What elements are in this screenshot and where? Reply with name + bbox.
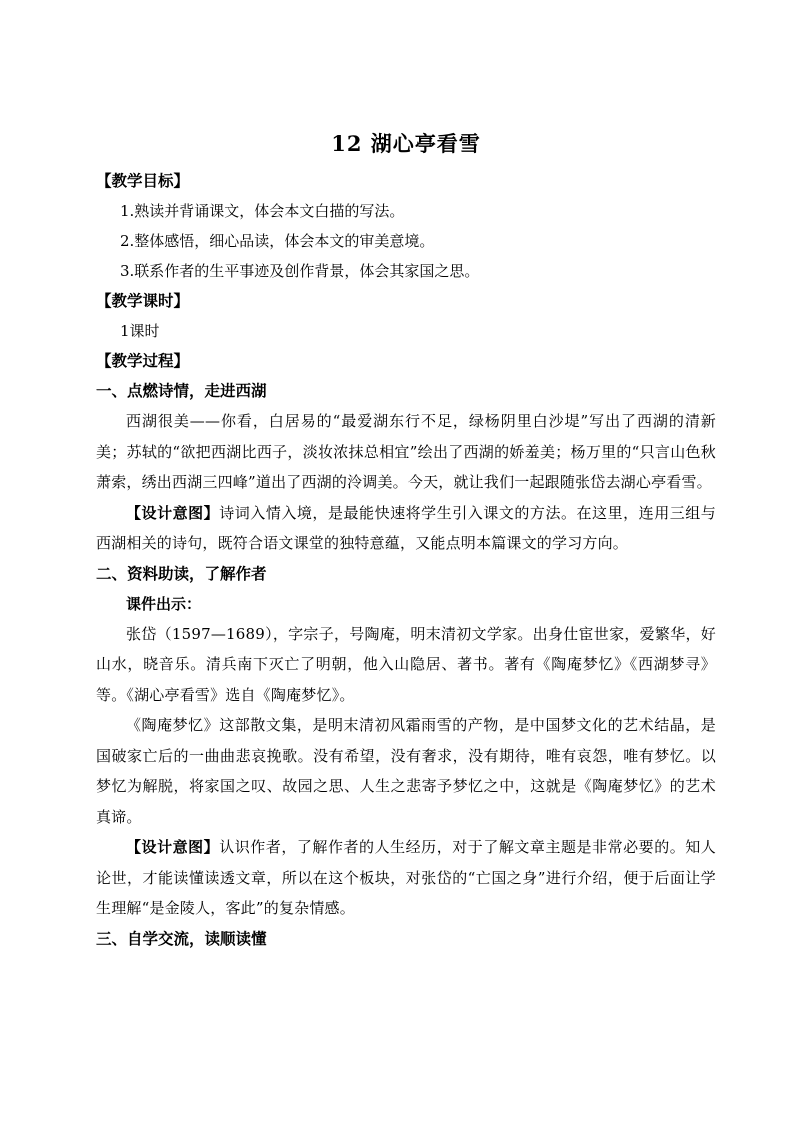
hours-value: 1课时 bbox=[120, 322, 160, 340]
courseware-label: 课件出示： bbox=[126, 594, 202, 613]
document-page bbox=[96, 124, 716, 954]
process-heading: 【教学过程】 bbox=[96, 351, 190, 370]
part2-design-intent bbox=[96, 832, 716, 924]
hours-heading: 【教学课时】 bbox=[96, 291, 190, 310]
document-title: 12 湖心亭看雪 bbox=[331, 131, 481, 156]
part3-heading: 三、自学交流，读顺读懂 bbox=[96, 928, 267, 948]
objective-item: 3.联系作者的生平事迹及创作背景，体会其家国之思。 bbox=[120, 262, 480, 280]
objective-item: 2.整体感悟，细心品读，体会本文的审美意境。 bbox=[120, 232, 435, 250]
design-intent-label: 【设计意图】 bbox=[126, 503, 220, 522]
design-intent-text: 认识作者，了解作者的人生经历，对于了解文章主题是非常必要的。知人论世，才能读懂读透文章，所以在这个板块，对张岱的“亡国之身”进行介绍，便于后面让学生理解“是金陵人，客此”的复杂情感。 bbox=[96, 838, 717, 917]
design-intent-label: 【设计意图】 bbox=[126, 838, 220, 856]
part1-paragraph: 西湖很美——你看，白居易的“最爱湖东行不足，绿杨阴里白沙堤”写出了西湖的清新美；苏轼的“欲把西湖比西子，淡妆浓抹总相宜”绘出了西湖的娇羞美；杨万里的“只言山色秋萧索，绣出西湖三四峰”道出了西湖的泠调美。今天，就让我们一起跟随张岱去湖心亭看雪。 bbox=[96, 412, 716, 491]
part1-design-intent bbox=[96, 498, 716, 559]
part1-heading: 一、点燃诗情，走进西湖 bbox=[96, 381, 267, 400]
design-intent-text: 诗词入情入境，是最能快速将学生引入课文的方法。在这里，连用三组与西湖相关的诗句，既符合语文课堂的独特意蕴，又能点明本篇课文的学习方向。 bbox=[96, 503, 717, 552]
objectives-heading: 【教学目标】 bbox=[96, 171, 190, 190]
book-intro-paragraph: 《陶庵梦忆》这部散文集，是明末清初风霜雨雪的产物，是中国梦文化的艺术结晶，是国破家亡后的一曲曲悲哀挽歌。没有希望，没有奢求，没有期待，唯有哀怨，唯有梦忆。以梦忆为解脱，将家国之叹、故园之思、人生之悲寄予梦忆之中，这就是《陶庵梦忆》的艺术真谛。 bbox=[96, 716, 716, 826]
part2-heading: 二、资料助读，了解作者 bbox=[96, 563, 267, 583]
author-bio-paragraph: 张岱（1597—1689），字宗子，号陶庵，明末清初文学家。出身仕宦世家，爱繁华，好山水，晓音乐。清兵南下灭亡了明朝，他入山隐居、著书。著有《陶庵梦忆》《西湖梦寻》等。《湖心亭看雪》选自《陶庵梦忆》。 bbox=[96, 624, 716, 704]
objective-item: 1.熟读并背诵课文，体会本文白描的写法。 bbox=[120, 202, 405, 220]
